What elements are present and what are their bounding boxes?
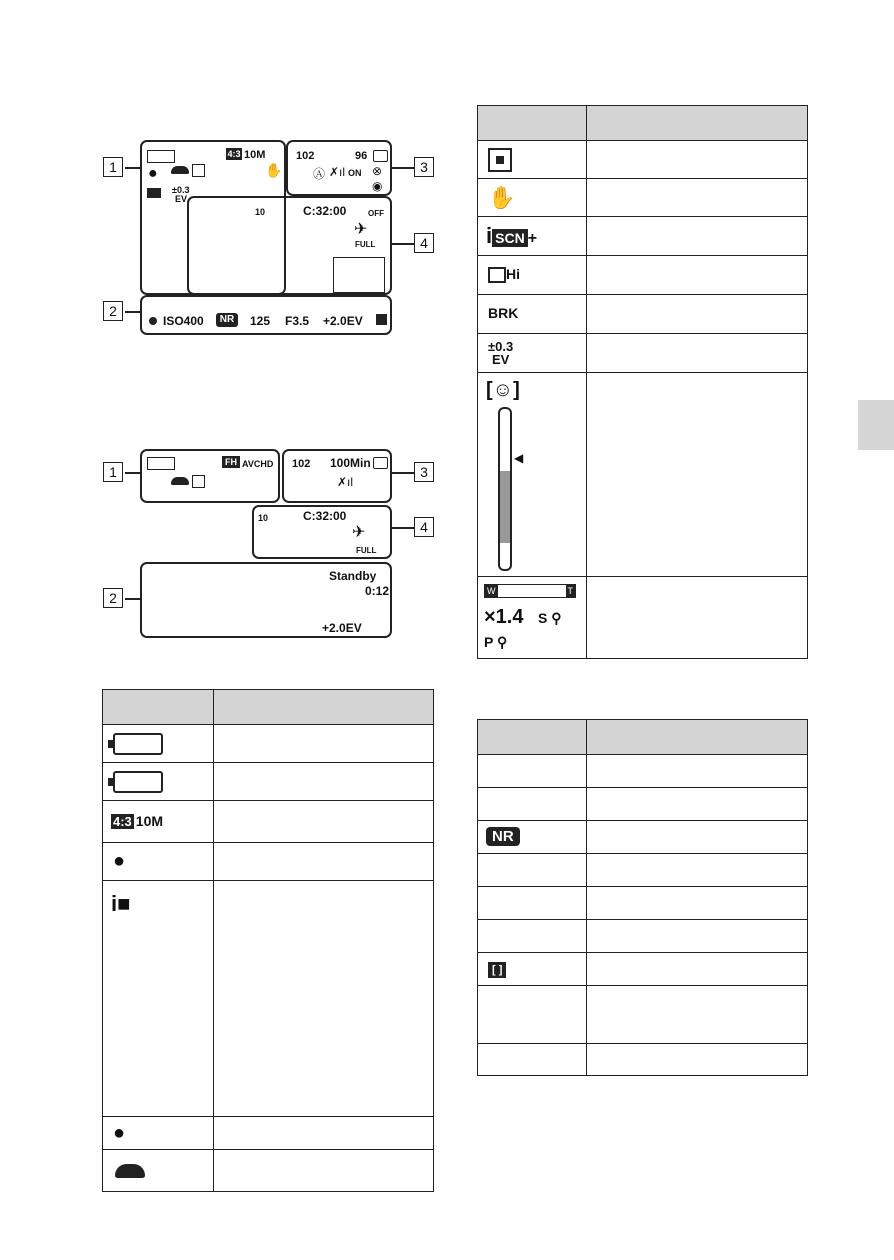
gps-icon: Ⓐ bbox=[313, 167, 326, 181]
aspect-label: 4:3 bbox=[227, 149, 241, 159]
aspect-label: 4:3 bbox=[113, 813, 132, 829]
ev-bottom: EV bbox=[175, 194, 188, 204]
face-off-label: OFF bbox=[368, 209, 384, 218]
memory-card-icon bbox=[373, 457, 388, 469]
ev-bottom: EV bbox=[492, 352, 510, 367]
memory-card-icon bbox=[373, 150, 388, 162]
area-number-4: 4 bbox=[414, 233, 434, 253]
af-frame-icon bbox=[376, 314, 387, 325]
icons-table-right-top: ✋ i SCN + Hi BRK ±0.3 EV [☺] ◀ W T ×1.4 S ⚲ P ⚲ bbox=[477, 105, 808, 659]
face-detection-icon: ● bbox=[113, 1121, 126, 1144]
metering-spot-icon bbox=[488, 148, 512, 172]
scene-recognition-icon bbox=[115, 1164, 145, 1178]
folder-label: 102 bbox=[292, 458, 311, 470]
size-label: 10M bbox=[135, 812, 164, 829]
area-number-1: 1 bbox=[103, 157, 123, 177]
intelligent-auto-icon: i■ bbox=[111, 891, 131, 916]
area-number-3: 3 bbox=[414, 157, 434, 177]
shake-warning-icon: ✋ bbox=[265, 162, 283, 178]
bracket-label: BRK bbox=[488, 305, 519, 321]
timer-label: 10 bbox=[258, 513, 269, 523]
rec-time-label: C:32:00 bbox=[303, 509, 347, 523]
flash-icon: ⊗ bbox=[372, 164, 383, 178]
full-label: FULL bbox=[356, 546, 377, 555]
nr-label: NR bbox=[486, 827, 520, 846]
ev-top: ±0.3 bbox=[172, 185, 190, 195]
ev-label: +2.0EV bbox=[322, 621, 362, 635]
folder-label: 102 bbox=[296, 150, 315, 162]
metering-icon bbox=[192, 164, 205, 177]
iso-label: ISO400 bbox=[163, 314, 204, 328]
airplane-icon: ✈ bbox=[352, 524, 366, 541]
icons-table-left bbox=[102, 689, 434, 1192]
battery-full-icon bbox=[113, 733, 163, 755]
aperture-label: F3.5 bbox=[285, 314, 310, 328]
movie-size-label: FH bbox=[222, 456, 240, 468]
area-number-4: 4 bbox=[414, 517, 434, 537]
rec-dot-icon bbox=[149, 317, 157, 325]
nr-label: NR bbox=[216, 313, 238, 327]
histogram bbox=[333, 257, 385, 293]
full-label: FULL bbox=[355, 240, 376, 249]
metering-icon bbox=[192, 475, 205, 488]
ev-label: +2.0EV bbox=[323, 314, 363, 328]
battery-icon bbox=[147, 457, 175, 470]
face-detection-icon: ● bbox=[148, 165, 158, 182]
battery-icon bbox=[147, 150, 175, 163]
scene-select-icon bbox=[147, 188, 161, 198]
red-eye-icon: ◉ bbox=[372, 179, 383, 193]
icons-table-right-bottom bbox=[477, 719, 808, 1076]
scene-icon bbox=[171, 166, 189, 174]
image-size-label: 10M bbox=[244, 149, 266, 161]
area-number-1: 1 bbox=[103, 462, 123, 482]
standby-label: Standby bbox=[329, 569, 377, 583]
burst-icon bbox=[488, 267, 506, 283]
area-number-3: 3 bbox=[414, 462, 434, 482]
scene-icon bbox=[171, 477, 189, 485]
af-frame-label: [ ] bbox=[488, 962, 506, 978]
wifi-icon: ✗ıl bbox=[329, 165, 346, 179]
face-detection-icon: ● bbox=[113, 850, 126, 872]
movie-format-label: AVCHD bbox=[242, 459, 274, 469]
shutter-label: 125 bbox=[250, 314, 271, 328]
zoom-icon: W T ×1.4 S ⚲ P ⚲ bbox=[478, 578, 586, 658]
area-number-2: 2 bbox=[103, 588, 123, 608]
time-label: 0:12 bbox=[365, 584, 390, 598]
battery-empty-icon bbox=[113, 771, 163, 793]
chapter-tab bbox=[858, 400, 894, 450]
remaining-label: 96 bbox=[355, 150, 368, 162]
area-number-2: 2 bbox=[103, 301, 123, 321]
superior-auto-icon: SCN bbox=[492, 229, 528, 247]
airplane-icon: ✈ bbox=[354, 221, 368, 238]
smile-shutter-icon: [☺] ◀ bbox=[478, 373, 586, 573]
dro-label: ON bbox=[348, 168, 362, 178]
wifi-icon: ✗ıl bbox=[337, 475, 354, 489]
rec-time-label: C:32:00 bbox=[303, 204, 347, 218]
ev-top: ±0.3 bbox=[488, 339, 514, 354]
camera-shake-warning-icon: ✋ bbox=[488, 184, 516, 210]
remaining-label: 100Min bbox=[330, 456, 371, 470]
timer-label: 10 bbox=[255, 207, 266, 217]
